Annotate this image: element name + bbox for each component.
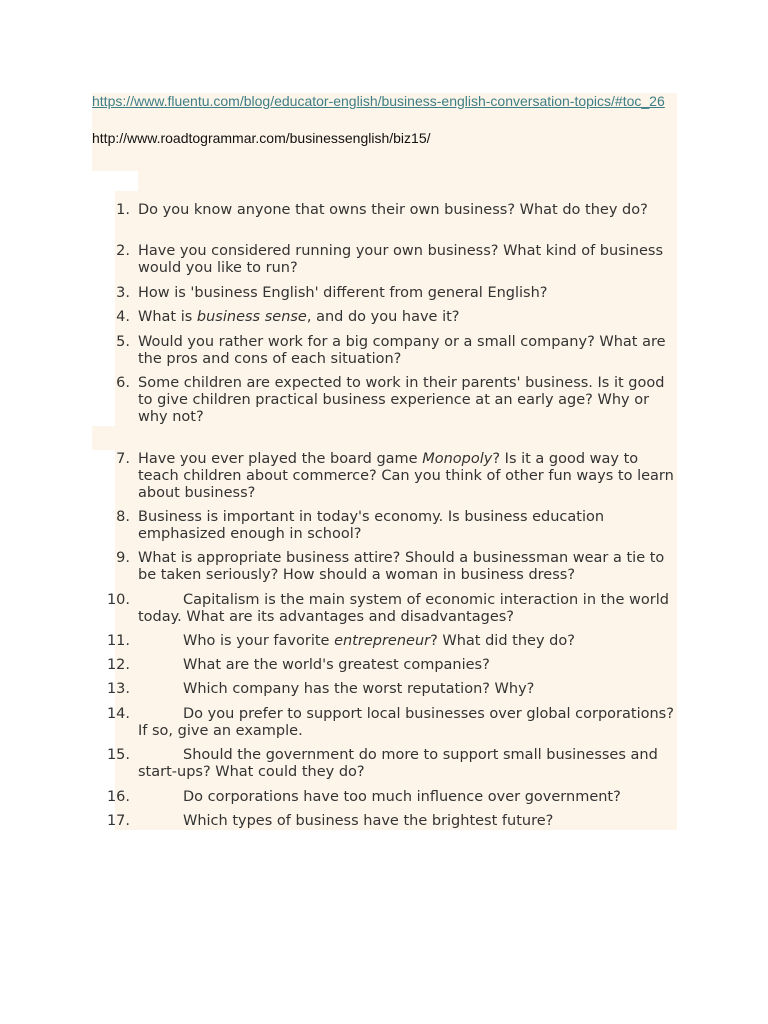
item-number: 10. [106,592,130,608]
roadtogrammar-url: http://www.roadtogrammar.com/businessenglish/biz15/ [92,130,431,146]
item-number: 9. [116,550,130,566]
fluentu-link[interactable]: https://www.fluentu.com/blog/educator-english/business-english-conversation-topics/#toc_26 [92,93,665,109]
item-number: 7. [116,451,130,467]
item-text: How is 'business English' different from general English? [138,285,548,301]
item-text: Have you ever played the board game Monopoly? Is it a good way to teach children about commerce? Can you think of other fun ways to learn about business? [138,451,674,501]
item-text: Business is important in today's economy. Is business education emphasized enough in school? [138,509,605,542]
item-number: 2. [116,243,130,259]
emphasis-text: Monopoly [422,451,493,467]
item-number: 3. [116,285,130,301]
item-number: 8. [116,509,130,525]
item-number: 6. [116,375,130,391]
item-text: What are the world's greatest companies? [183,657,490,673]
item-number: 14. [106,706,130,722]
highlight-block [92,171,677,191]
item-text: What is appropriate business attire? Should a businessman wear a tie to be taken seriously? How should a woman in business dress? [138,550,665,583]
item-text: What is business sense, and do you have it? [138,309,460,325]
highlight-block [92,426,677,450]
item-text: Which company has the worst reputation? Why? [183,681,535,697]
emphasis-text: business sense [196,309,307,325]
item-text: Do corporations have too much influence over government? [183,789,621,805]
item-number: 12. [106,657,130,673]
item-number: 11. [106,633,130,649]
item-text: Capitalism is the main system of economic interaction in the world today. What are its advantages and disadvantages? [138,592,669,625]
item-number: 4. [116,309,130,325]
item-text: Do you prefer to support local businesses over global corporations? If so, give an example. [138,706,674,739]
item-number: 5. [116,334,130,350]
item-text: Which types of business have the brightest future? [183,813,554,829]
item-text: Do you know anyone that owns their own business? What do they do? [138,202,648,218]
item-number: 13. [106,681,130,697]
item-text: Some children are expected to work in their parents' business. Is it good to give children practical business experience at an early age? Why or why not? [138,375,665,425]
item-number: 16. [106,789,130,805]
item-number: 1. [116,202,130,218]
item-text: Who is your favorite entrepreneur? What did they do? [183,633,575,649]
blank-gap [92,171,138,191]
item-text: Have you considered running your own business? What kind of business would you like to run? [138,243,663,276]
emphasis-text: entrepreneur [334,633,431,649]
item-number: 15. [106,747,130,763]
item-text: Would you rather work for a big company or a small company? What are the pros and cons of each situation? [138,334,666,367]
item-number: 17. [106,813,130,829]
item-text: Should the government do more to support small businesses and start-ups? What could they do? [138,747,658,780]
